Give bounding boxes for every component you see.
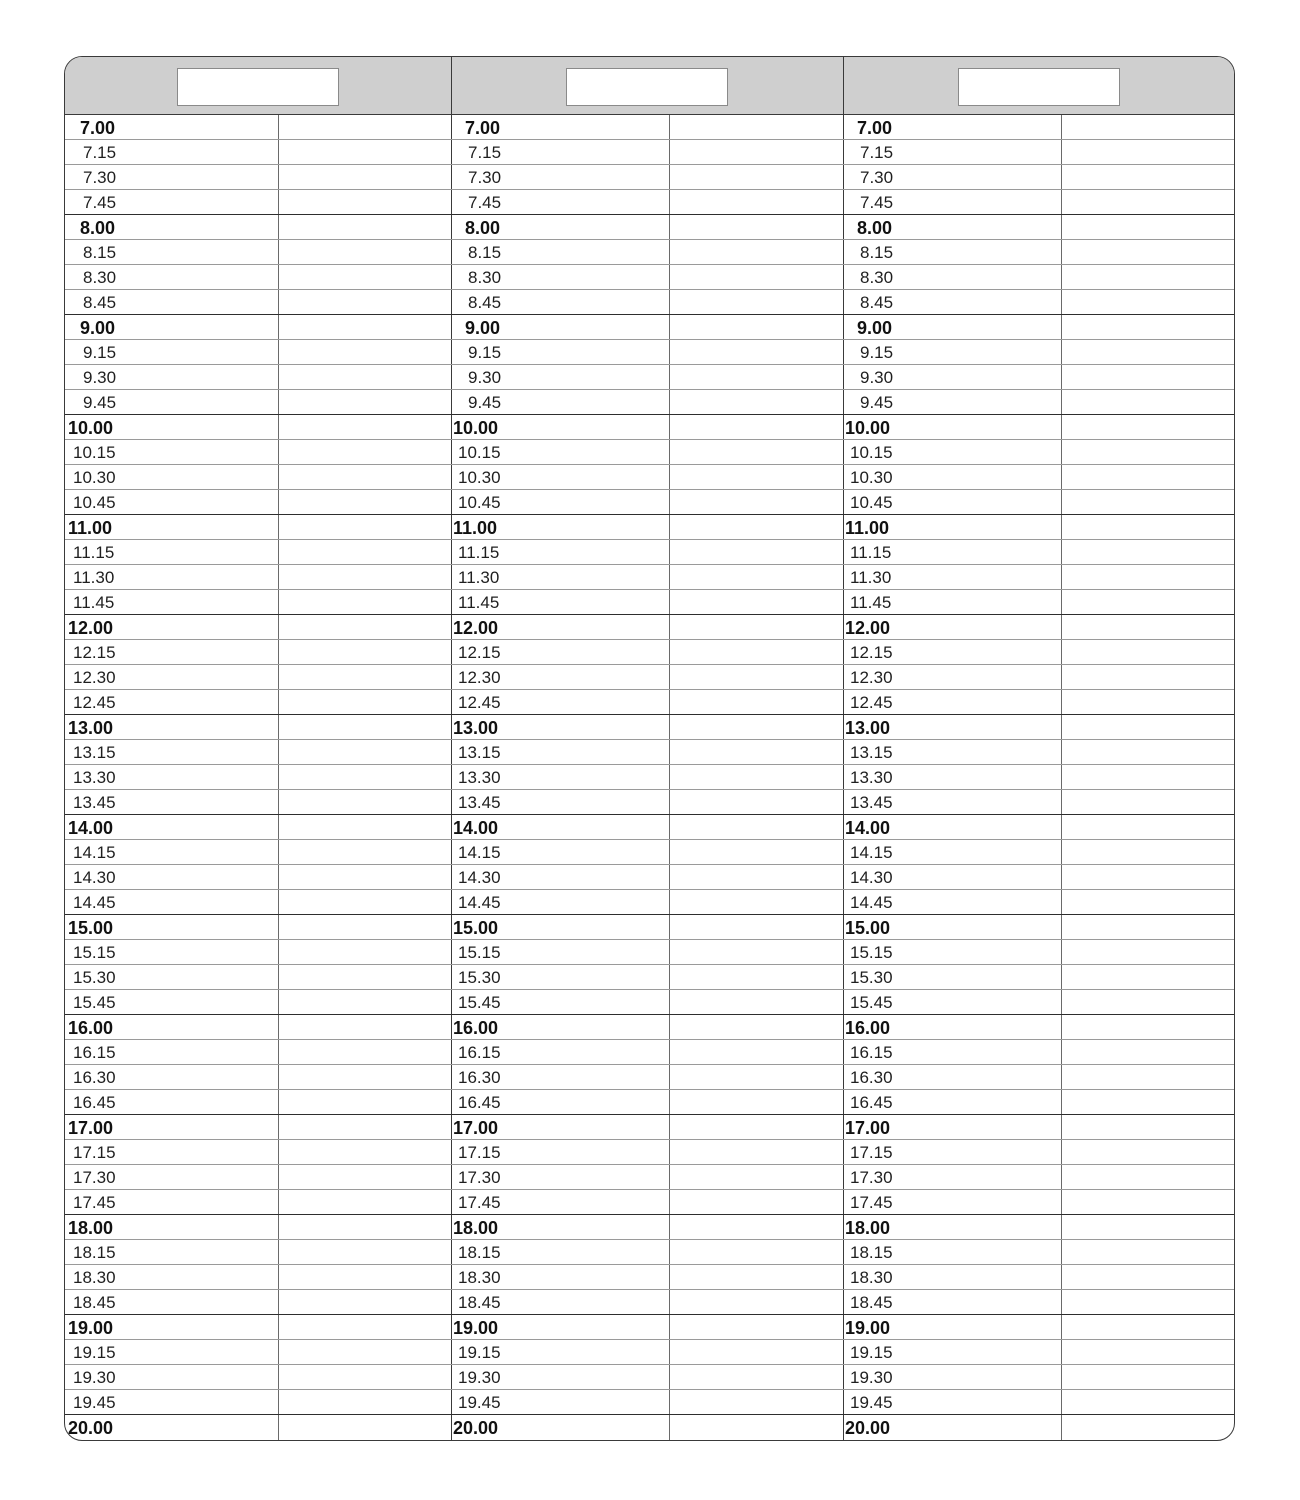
time-row [65,840,1234,865]
time-label: 11.00 [68,518,113,538]
time-row [65,865,1234,890]
time-label: 10.45 [73,493,116,512]
time-row [65,615,1234,640]
time-row [65,490,1234,515]
time-label: 17.00 [68,1118,114,1138]
time-label: 16.00 [68,1018,114,1038]
time-label: 11.00 [453,518,498,538]
time-label: 12.15 [73,643,116,662]
time-label: 16.00 [845,1018,891,1038]
time-row [65,1340,1234,1365]
time-row [65,690,1234,715]
time-label: 13.15 [73,743,116,762]
time-label: 18.00 [845,1218,891,1238]
time-label: 9.15 [468,343,502,362]
time-label: 15.15 [73,943,116,962]
time-label: 7.15 [468,143,502,162]
time-label: 7.15 [83,143,117,162]
time-label: 15.30 [458,968,501,987]
time-row [65,1265,1234,1290]
time-label: 15.15 [850,943,893,962]
time-label: 11.00 [845,518,890,538]
time-label: 20.00 [845,1418,891,1438]
time-row [65,365,1234,390]
time-label: 14.00 [453,818,499,838]
time-row [65,1365,1234,1390]
time-row [65,340,1234,365]
time-label: 13.15 [458,743,501,762]
time-label: 7.30 [860,168,894,187]
time-label: 18.45 [850,1293,893,1312]
time-label: 9.15 [860,343,894,362]
time-row [65,915,1234,940]
time-row [65,115,1234,140]
time-label: 8.15 [860,243,894,262]
time-row [65,665,1234,690]
time-label: 11.45 [73,593,115,612]
time-label: 12.30 [458,668,501,687]
time-label: 9.00 [465,318,501,338]
time-label: 13.00 [845,718,891,738]
time-label: 11.30 [458,568,500,587]
time-label: 14.00 [845,818,891,838]
time-label: 18.30 [458,1268,501,1287]
time-label: 15.45 [73,993,116,1012]
time-label: 8.30 [83,268,117,287]
time-row [65,1165,1234,1190]
time-label: 9.30 [468,368,502,387]
time-label: 16.15 [458,1043,501,1062]
time-row [65,715,1234,740]
column-1-header-field[interactable] [177,68,339,106]
time-row [65,440,1234,465]
time-label: 18.30 [73,1268,116,1287]
time-label: 12.45 [850,693,893,712]
time-label: 13.30 [458,768,501,787]
time-label: 13.45 [850,793,893,812]
time-label: 13.15 [850,743,893,762]
time-row [65,1015,1234,1040]
time-label: 7.30 [83,168,117,187]
time-label: 14.45 [73,893,116,912]
time-label: 10.15 [73,443,116,462]
time-row [65,240,1234,265]
time-row [65,1290,1234,1315]
time-label: 16.45 [458,1093,501,1112]
time-label: 17.45 [850,1193,893,1212]
time-label: 16.30 [458,1068,501,1087]
time-row [65,965,1234,990]
time-row [65,790,1234,815]
time-label: 8.00 [465,218,501,238]
time-label: 19.45 [73,1393,116,1412]
time-row [65,1240,1234,1265]
time-row [65,815,1234,840]
time-label: 19.30 [458,1368,501,1387]
time-label: 15.00 [68,918,114,938]
time-row [65,1415,1234,1440]
time-label: 14.00 [68,818,114,838]
time-row [65,540,1234,565]
time-label: 14.30 [73,868,116,887]
time-label: 8.30 [468,268,502,287]
time-row [65,190,1234,215]
time-row [65,415,1234,440]
time-row [65,1140,1234,1165]
time-label: 17.45 [73,1193,116,1212]
column-2-header-field[interactable] [566,68,728,106]
time-label: 17.00 [845,1118,891,1138]
time-label: 19.45 [458,1393,501,1412]
time-label: 16.15 [850,1043,893,1062]
time-label: 9.30 [83,368,117,387]
time-row [65,165,1234,190]
time-label: 7.15 [860,143,894,162]
time-label: 13.45 [458,793,501,812]
time-label: 17.30 [850,1168,893,1187]
time-label: 15.30 [73,968,116,987]
time-label: 19.30 [73,1368,116,1387]
time-label: 7.00 [857,118,893,138]
time-row [65,1215,1234,1240]
time-label: 20.00 [453,1418,499,1438]
time-label: 7.45 [468,193,502,212]
time-label: 14.30 [850,868,893,887]
time-label: 18.00 [68,1218,114,1238]
time-label: 9.15 [83,343,117,362]
planner-header [65,57,1234,115]
time-label: 15.30 [850,968,893,987]
time-label: 9.00 [857,318,893,338]
time-label: 14.15 [850,843,893,862]
time-label: 18.00 [453,1218,499,1238]
time-label: 13.00 [453,718,499,738]
time-label: 10.30 [850,468,893,487]
time-label: 14.15 [458,843,501,862]
time-label: 18.15 [73,1243,116,1262]
time-label: 11.15 [73,543,115,562]
time-label: 19.00 [68,1318,114,1338]
time-label: 10.15 [458,443,501,462]
time-label: 20.00 [68,1418,114,1438]
time-label: 17.15 [850,1143,893,1162]
time-label: 19.30 [850,1368,893,1387]
time-label: 8.15 [468,243,502,262]
time-label: 13.00 [68,718,114,738]
time-label: 9.00 [80,318,116,338]
time-row [65,390,1234,415]
time-label: 7.45 [860,193,894,212]
time-row [65,290,1234,315]
time-label: 13.45 [73,793,116,812]
time-row [65,940,1234,965]
time-row [65,315,1234,340]
time-label: 11.15 [850,543,892,562]
time-label: 9.45 [860,393,894,412]
time-label: 19.00 [453,1318,499,1338]
time-label: 14.45 [850,893,893,912]
time-label: 9.45 [83,393,117,412]
time-label: 11.45 [458,593,500,612]
time-row [65,1065,1234,1090]
time-label: 19.45 [850,1393,893,1412]
column-3-header-field[interactable] [958,68,1120,106]
time-label: 16.30 [73,1068,116,1087]
time-label: 14.30 [458,868,501,887]
time-label: 9.30 [860,368,894,387]
time-label: 10.00 [845,418,891,438]
time-label: 7.45 [83,193,117,212]
time-label: 19.15 [458,1343,501,1362]
time-label: 12.00 [845,618,891,638]
time-label: 13.30 [73,768,116,787]
time-row [65,1190,1234,1215]
time-label: 17.00 [453,1118,499,1138]
time-label: 16.45 [73,1093,116,1112]
time-label: 8.45 [860,293,894,312]
time-label: 16.00 [453,1018,499,1038]
time-row [65,890,1234,915]
time-label: 11.15 [458,543,500,562]
time-label: 17.30 [73,1168,116,1187]
time-label: 12.30 [850,668,893,687]
time-label: 10.15 [850,443,893,462]
time-label: 10.45 [850,493,893,512]
time-label: 11.30 [850,568,892,587]
time-row [65,990,1234,1015]
time-label: 10.30 [73,468,116,487]
time-row [65,565,1234,590]
time-label: 13.30 [850,768,893,787]
time-label: 11.45 [850,593,892,612]
time-row [65,640,1234,665]
time-label: 12.45 [458,693,501,712]
time-label: 19.00 [845,1318,891,1338]
time-label: 17.30 [458,1168,501,1187]
time-row [65,1040,1234,1065]
time-label: 12.30 [73,668,116,687]
time-label: 10.00 [453,418,499,438]
time-label: 12.45 [73,693,116,712]
time-label: 17.45 [458,1193,501,1212]
time-label: 8.30 [860,268,894,287]
time-label: 8.45 [83,293,117,312]
time-row [65,1390,1234,1415]
time-label: 16.15 [73,1043,116,1062]
time-label: 11.30 [73,568,115,587]
time-label: 8.00 [80,218,116,238]
time-label: 7.00 [80,118,116,138]
time-label: 15.15 [458,943,501,962]
time-label: 15.00 [845,918,891,938]
time-label: 12.15 [850,643,893,662]
time-label: 18.15 [458,1243,501,1262]
time-label: 18.15 [850,1243,893,1262]
time-label: 17.15 [73,1143,116,1162]
time-row [65,215,1234,240]
time-label: 18.45 [458,1293,501,1312]
time-label: 8.45 [468,293,502,312]
time-label: 18.30 [850,1268,893,1287]
time-label: 14.15 [73,843,116,862]
time-label: 15.45 [850,993,893,1012]
time-label: 9.45 [468,393,502,412]
time-label: 16.45 [850,1093,893,1112]
time-row [65,1115,1234,1140]
time-row [65,465,1234,490]
time-label: 10.30 [458,468,501,487]
time-label: 15.00 [453,918,499,938]
time-label: 8.00 [857,218,893,238]
time-row [65,1315,1234,1340]
time-label: 18.45 [73,1293,116,1312]
time-label: 19.15 [73,1343,116,1362]
time-row [65,140,1234,165]
time-label: 17.15 [458,1143,501,1162]
time-label: 7.30 [468,168,502,187]
time-label: 19.15 [850,1343,893,1362]
time-row [65,740,1234,765]
time-label: 10.00 [68,418,114,438]
time-row [65,765,1234,790]
time-label: 12.00 [68,618,114,638]
time-label: 10.45 [458,493,501,512]
time-label: 8.15 [83,243,117,262]
time-label: 15.45 [458,993,501,1012]
time-row [65,590,1234,615]
time-row [65,515,1234,540]
time-label: 12.15 [458,643,501,662]
time-row [65,1090,1234,1115]
time-label: 12.00 [453,618,499,638]
day-planner [64,56,1235,1441]
time-row [65,265,1234,290]
time-label: 14.45 [458,893,501,912]
time-label: 16.30 [850,1068,893,1087]
time-label: 7.00 [465,118,501,138]
